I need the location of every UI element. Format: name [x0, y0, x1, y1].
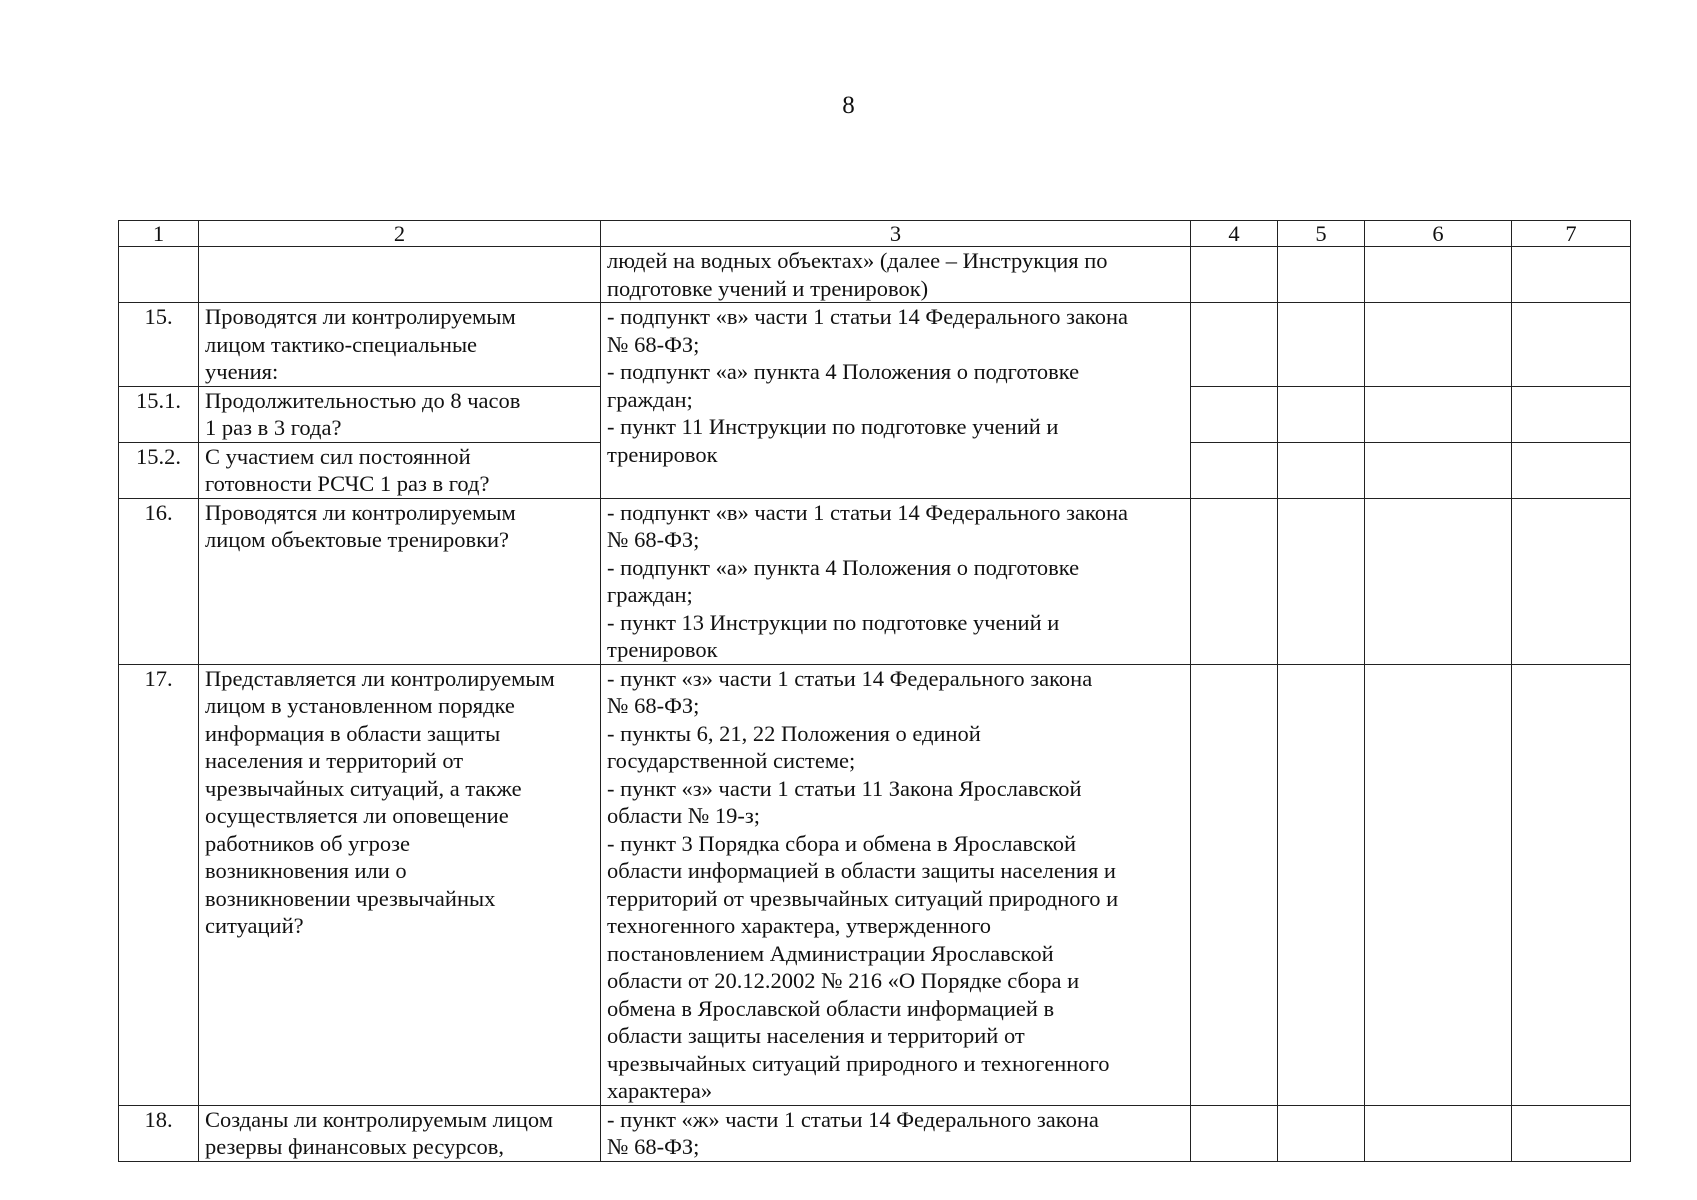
basis-line: государственной системе;	[607, 748, 856, 773]
basis-line: - подпункт «в» части 1 статьи 14 Федерального закона	[607, 304, 1129, 329]
row-number	[119, 247, 199, 303]
basis-line: - пункт 11 Инструкции по подготовке учений и	[607, 414, 1059, 439]
basis-line: области от 20.12.2002 № 216 «О Порядке сбора и	[607, 968, 1080, 993]
basis-line: № 68-ФЗ;	[607, 527, 700, 552]
question-line: готовности РСЧС 1 раз в год?	[205, 471, 490, 496]
question-line: Созданы ли контролируемым лицом	[205, 1106, 553, 1132]
answer-cell-6[interactable]	[1365, 498, 1512, 664]
question-line: Проводятся ли контролируемым	[205, 304, 516, 329]
basis-line: постановлением Администрации Ярославской	[607, 940, 1054, 966]
question-line: информация в области защиты	[205, 720, 501, 746]
question-cell	[199, 1105, 601, 1161]
basis-line: - пункт 13 Инструкции по подготовке учений и	[607, 609, 1060, 635]
question-cell	[199, 442, 601, 498]
basis-line: № 68-ФЗ;	[607, 331, 700, 357]
basis-line: - пункты 6, 21, 22 Положения о единой	[607, 720, 981, 746]
basis-line: - подпункт «в» части 1 статьи 14 Федерального закона	[607, 499, 1129, 525]
basis-line: техногенного характера, утвержденного	[607, 913, 992, 938]
basis-line: области информацией в области защиты населения и	[607, 858, 1116, 883]
question-line: осуществляется ли оповещение	[205, 803, 509, 828]
question-line: лицом в установленном порядке	[205, 693, 515, 718]
question-cell	[199, 303, 601, 387]
answer-cell-4[interactable]	[1191, 247, 1278, 303]
row-number: 17.	[119, 664, 199, 1105]
basis-line: - пункт «з» части 1 статьи 11 Закона Ярославской	[607, 775, 1082, 801]
question-cell	[199, 247, 601, 303]
question-line: Продолжительностью до 8 часов	[205, 387, 521, 413]
answer-cell-5[interactable]	[1278, 1105, 1365, 1161]
basis-line: № 68-ФЗ;	[607, 1134, 700, 1159]
answer-cell-7[interactable]	[1512, 1105, 1631, 1161]
basis-line: характера»	[607, 1078, 713, 1103]
question-line: 1 раз в 3 года?	[205, 415, 342, 440]
answer-cell-5[interactable]	[1278, 303, 1365, 387]
table-row	[119, 247, 1631, 303]
answer-cell-7[interactable]	[1512, 498, 1631, 664]
answer-cell-4[interactable]	[1191, 498, 1278, 664]
question-line: возникновения или о	[205, 858, 407, 883]
row-number: 15.	[119, 303, 199, 387]
question-line: резервы финансовых ресурсов,	[205, 1134, 505, 1159]
answer-cell-7[interactable]	[1512, 247, 1631, 303]
question-line: ситуаций?	[205, 913, 304, 938]
row-number: 18.	[119, 1105, 199, 1161]
basis-line: - подпункт «а» пункта 4 Положения о подготовке	[607, 554, 1080, 580]
answer-cell-7[interactable]	[1512, 386, 1631, 442]
header-row	[119, 221, 1631, 247]
answer-cell-5[interactable]	[1278, 498, 1365, 664]
answer-cell-5[interactable]	[1278, 664, 1365, 1105]
row-number: 16.	[119, 498, 199, 664]
question-line: Проводятся ли контролируемым	[205, 499, 516, 525]
answer-cell-4[interactable]	[1191, 664, 1278, 1105]
answer-cell-4[interactable]	[1191, 1105, 1278, 1161]
header-col-3: 3	[601, 221, 1191, 247]
basis-line: - пункт 3 Порядка сбора и обмена в Ярославской	[607, 830, 1077, 856]
basis-cell	[601, 247, 1191, 303]
basis-line: граждан;	[607, 386, 693, 412]
basis-line: территорий от чрезвычайных ситуаций природного и	[607, 885, 1119, 911]
table-row	[119, 303, 1631, 387]
checklist-table	[118, 220, 1631, 1162]
header-col-2: 2	[199, 221, 601, 247]
header-col-5: 5	[1278, 221, 1365, 247]
header-col-7: 7	[1512, 221, 1631, 247]
table-row	[119, 498, 1631, 664]
answer-cell-5[interactable]	[1278, 247, 1365, 303]
question-line: работников об угрозе	[205, 830, 411, 856]
header-col-1: 1	[119, 221, 199, 247]
question-line: лицом объектовые тренировки?	[205, 527, 510, 552]
basis-line: людей на водных объектах» (далее – Инструкция по	[607, 248, 1108, 273]
basis-line: обмена в Ярославской области информацией в	[607, 995, 1055, 1021]
answer-cell-4[interactable]	[1191, 386, 1278, 442]
basis-line: - подпункт «а» пункта 4 Положения о подготовке	[607, 359, 1080, 384]
question-line: населения и территорий от	[205, 748, 464, 773]
basis-line: тренировок	[607, 441, 718, 467]
answer-cell-5[interactable]	[1278, 386, 1365, 442]
question-line: лицом тактико-специальные	[205, 331, 478, 357]
basis-line: тренировок	[607, 637, 718, 662]
header-col-6: 6	[1365, 221, 1512, 247]
answer-cell-6[interactable]	[1365, 247, 1512, 303]
question-cell	[199, 386, 601, 442]
table-row	[119, 664, 1631, 1105]
question-line: учения:	[205, 359, 279, 384]
answer-cell-7[interactable]	[1512, 442, 1631, 498]
question-cell	[199, 498, 601, 664]
answer-cell-6[interactable]	[1365, 442, 1512, 498]
basis-line: - пункт «з» части 1 статьи 14 Федерального закона	[607, 665, 1093, 691]
page-number: 8	[842, 92, 855, 119]
answer-cell-5[interactable]	[1278, 442, 1365, 498]
header-col-4: 4	[1191, 221, 1278, 247]
answer-cell-6[interactable]	[1365, 303, 1512, 387]
row-number: 15.2.	[119, 442, 199, 498]
answer-cell-6[interactable]	[1365, 1105, 1512, 1161]
basis-line: подготовке учений и тренировок)	[607, 275, 929, 301]
answer-cell-4[interactable]	[1191, 442, 1278, 498]
answer-cell-4[interactable]	[1191, 303, 1278, 387]
basis-cell	[601, 1105, 1191, 1161]
answer-cell-7[interactable]	[1512, 303, 1631, 387]
question-line: Представляется ли контролируемым	[205, 665, 555, 691]
answer-cell-6[interactable]	[1365, 664, 1512, 1105]
basis-line: области защиты населения и территорий от	[607, 1023, 1025, 1048]
question-cell	[199, 664, 601, 1105]
row-number: 15.1.	[119, 386, 199, 442]
answer-cell-7[interactable]	[1512, 664, 1631, 1105]
basis-line: чрезвычайных ситуаций природного и техногенного	[607, 1050, 1110, 1076]
basis-line: № 68-ФЗ;	[607, 693, 700, 718]
basis-line: области № 19-з;	[607, 803, 761, 828]
basis-cell	[601, 664, 1191, 1105]
basis-line: граждан;	[607, 582, 693, 607]
table-row	[119, 1105, 1631, 1161]
answer-cell-6[interactable]	[1365, 386, 1512, 442]
question-line: С участием сил постоянной	[205, 443, 471, 469]
question-line: возникновении чрезвычайных	[205, 885, 496, 911]
basis-cell	[601, 498, 1191, 664]
basis-line: - пункт «ж» части 1 статьи 14 Федерального закона	[607, 1106, 1099, 1132]
basis-cell	[601, 303, 1191, 499]
question-line: чрезвычайных ситуаций, а также	[205, 775, 522, 801]
